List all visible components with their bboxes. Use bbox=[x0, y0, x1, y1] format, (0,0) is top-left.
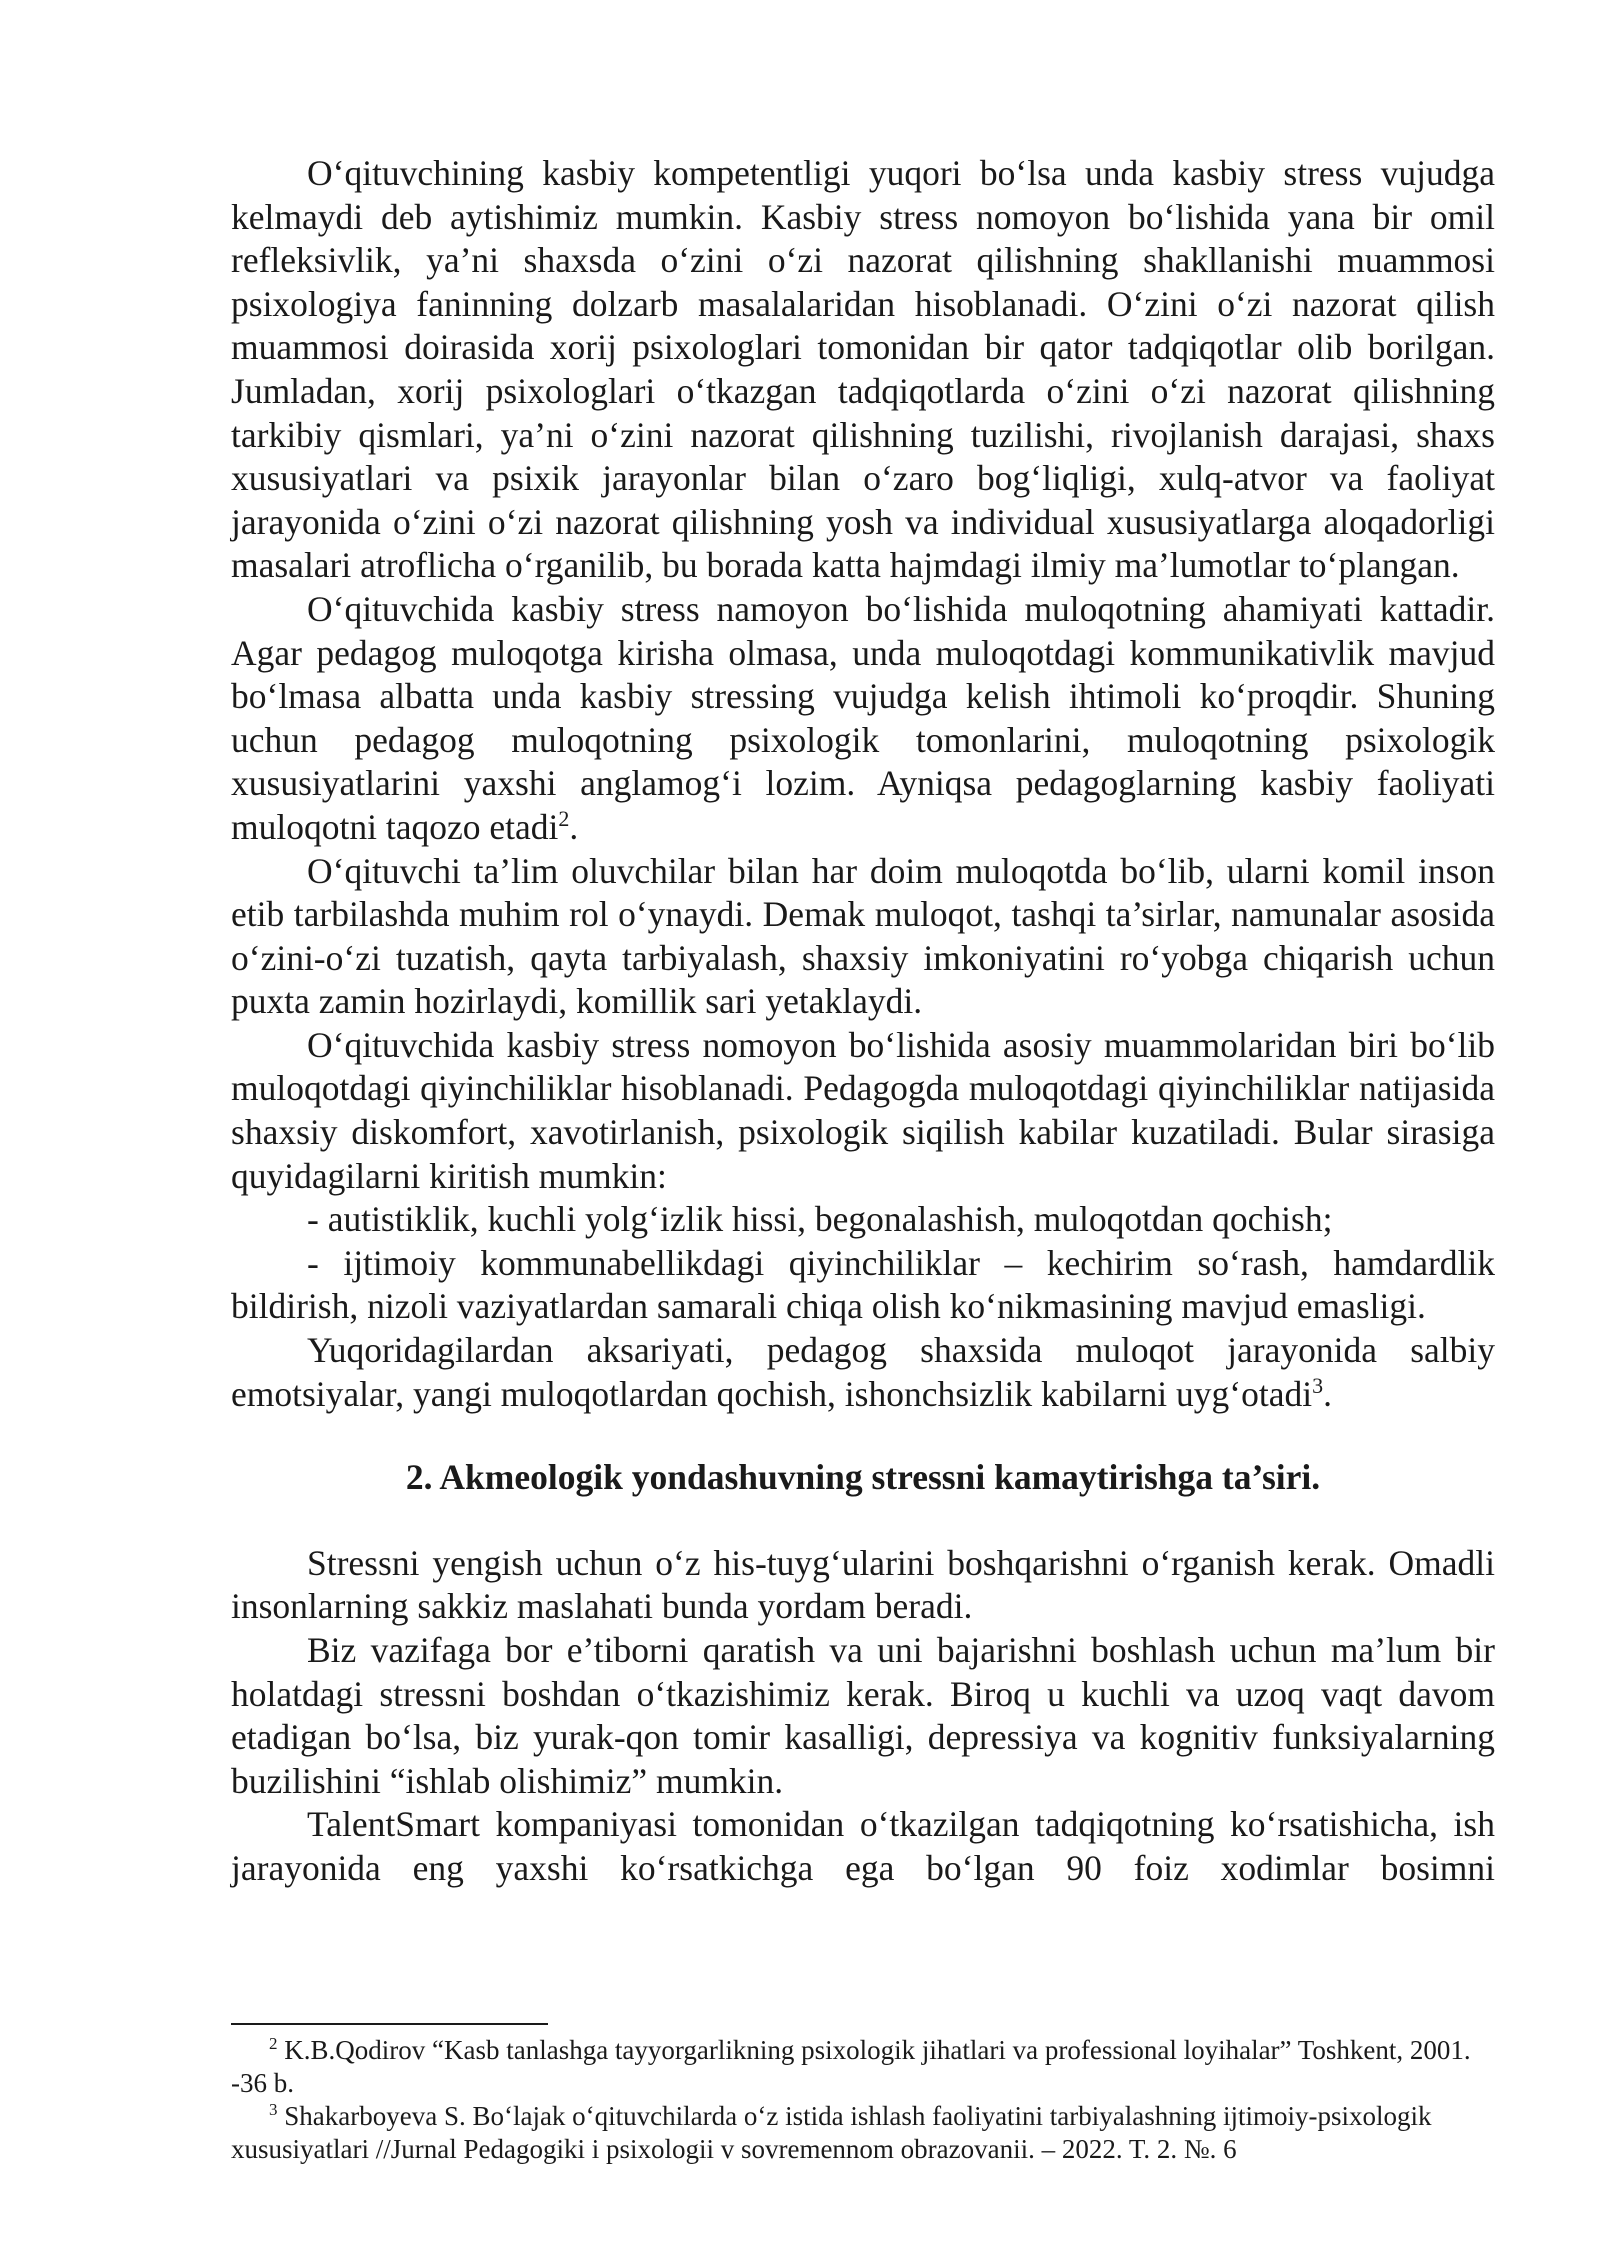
paragraph: Biz vazifaga bor e’tiborni qaratish va uni bajarishni boshlash uchun ma’lum bir holatdagi stressni boshdan o‘tkazishimiz kerak. Biroq u kuchli va uzoq vaqt davom etadigan bo‘lsa, biz yurak-qon tomir kasalligi, depressiya va kognitiv funksiyalarning buzilishini “ishlab olishimiz” mumkin. bbox=[231, 1630, 1495, 1801]
paragraph: Stressni yengish uchun o‘z his-tuyg‘ularini boshqarishni o‘rganish kerak. Omadli insonlarning sakkiz maslahati bunda yordam beradi. bbox=[231, 1542, 1495, 1627]
footnote-divider bbox=[231, 2023, 548, 2025]
paragraph: O‘qituvchida kasbiy stress nomoyon bo‘lishida asosiy muammolaridan biri bo‘lib muloqotdagi qiyinchiliklar hisoblanadi. Pedagogda muloqotdagi qiyinchiliklar natijasida shaxsiy diskomfort, xavotirlanish, psixologik siqilish kabilar kuzatiladi. Bular sirasiga quyidagilarni kiritish mumkin: bbox=[231, 1024, 1495, 1196]
paragraph bbox=[231, 588, 1495, 850]
footnote-ref[interactable]: 3 bbox=[1312, 1372, 1324, 1398]
footnote-number: 2 bbox=[269, 2034, 278, 2053]
paragraph: O‘qituvchining kasbiy kompetentligi yuqori bo‘lsa unda kasbiy stress vujudga kelmaydi deb aytishimiz mumkin. Kasbiy stress nomoyon bo‘lishida yana bir omil refleksivlik, ya’ni shaxsda o‘zini o‘zi nazorat qilishning shakllanishi muammosi psixologiya faninning dolzarb masalalaridan hisoblanadi. O‘zini o‘zi nazorat qilish muammosi doirasida xorij psixologlari tomonidan bir qator tadqiqotlar olib borilgan. Jumladan, xorij psixologlari o‘tkazgan tadqiqotlarda o‘zini o‘zi nazorat qilishning tarkibiy qismlari, ya’ni o‘zini nazorat qilishning tuzilishi, rivojlanish darajasi, shaxs xususiyatlari va psixik jarayonlar bilan o‘zaro bog‘liqligi, xulq-atvor va faoliyat jarayonida o‘zini o‘zi nazorat qilishning yosh va individual xususiyatlarga aloqadorligi masalari atroflicha o‘rganilib, bu borada katta hajmdagi ilmiy ma’lumotlar to‘plangan. bbox=[231, 153, 1495, 586]
list-item: - autistiklik, kuchli yolg‘izlik hissi, begonalashish, muloqotdan qochish; bbox=[307, 1199, 1333, 1240]
list-item: - ijtimoiy kommunabellikdagi qiyinchiliklar – kechirim so‘rash, hamdardlik bildirish, nizoli vaziyatlardan samarali chiqa olish ko‘nikmasining mavjud emasligi. bbox=[231, 1242, 1495, 1327]
paragraph-text: O‘qituvchida kasbiy stress namoyon bo‘lishida muloqotning ahamiyati kattadir. Agar pedagog muloqotga kirisha olmasa, unda muloqotdagi kommunikativlik mavjud bo‘lmasa albatta unda kasbiy stressing vujudga kelish ihtimoli ko‘proqdir. Shuning uchun pedagog muloqotning psixologik tomonlarini, muloqotning psixologik xususiyatlarini yaxshi anglamog‘i lozim. Ayniqsa pedagoglarning kasbiy faoliyati muloqotni taqozo etadi bbox=[231, 588, 1495, 847]
paragraph-text: Yuqoridagilardan aksariyati, pedagog shaxsida muloqot jarayonida salbiy emotsiyalar, yangi muloqotlardan qochish, ishonchsizlik kabilarni uyg‘otadi bbox=[231, 1330, 1495, 1414]
section-heading: 2. Akmeologik yondashuvning stressni kamaytirishga ta’siri. bbox=[405, 1457, 1321, 1498]
paragraph bbox=[231, 1329, 1495, 1416]
footnote bbox=[231, 2034, 1495, 2100]
footnotes bbox=[231, 2034, 1495, 2166]
footnote bbox=[231, 2100, 1495, 2166]
footnote-number: 3 bbox=[269, 2100, 278, 2119]
paragraph: TalentSmart kompaniyasi tomonidan o‘tkazilgan tadqiqotning ko‘rsatishicha, ish jarayonida eng yaxshi ko‘rsatkichga ega bo‘lgan 90 foiz xodimlar bosimni bbox=[231, 1804, 1495, 1888]
footnote-text: Shakarboyeva S. Bo‘lajak o‘qituvchilarda o‘z istida ishlash faoliyatini tarbiyalashning ijtimoiy-psixologik xususiyatlari //Jurnal Pedagogiki i psixologii v sovremennom obrazovanii. – 2022. T. 2. №. 6 bbox=[231, 2101, 1432, 2164]
main-text bbox=[231, 152, 1495, 1891]
footnote-text: K.B.Qodirov “Kasb tanlashga tayyorgarlikning psixologik jihatlari va professional loyihalar” Toshkent, 2001. -36 b. bbox=[231, 2035, 1471, 2098]
footnote-ref[interactable]: 2 bbox=[558, 806, 570, 832]
sentence-end: . bbox=[569, 806, 579, 847]
paragraph: O‘qituvchi ta’lim oluvchilar bilan har doim muloqotda bo‘lib, ularni komil inson etib tarbilashda muhim rol o‘ynaydi. Demak muloqot, tashqi ta’sirlar, namunalar asosida o‘zini-o‘zi tuzatish, qayta tarbiyalash, shaxsiy imkoniyatini ro‘yobga chiqarish uchun puxta zamin hozirlaydi, komillik sari yetaklaydi. bbox=[231, 850, 1495, 1022]
document-page bbox=[231, 152, 1495, 1891]
sentence-end: . bbox=[1323, 1373, 1332, 1414]
